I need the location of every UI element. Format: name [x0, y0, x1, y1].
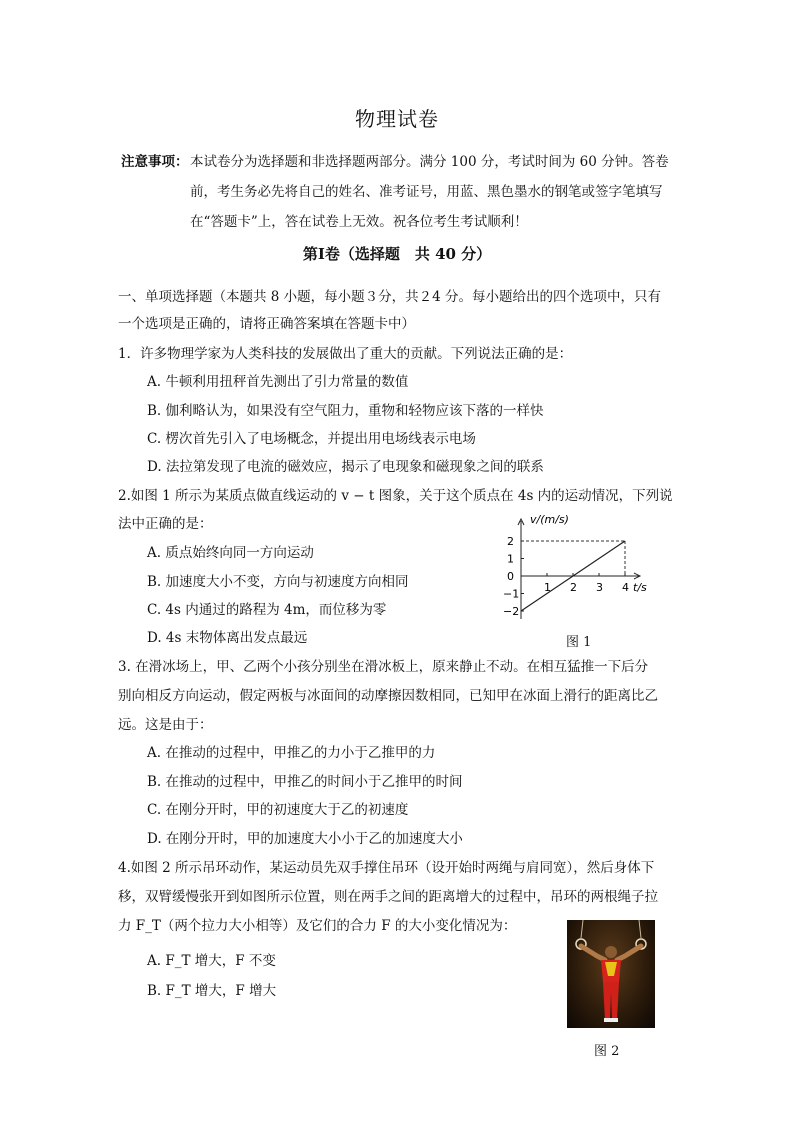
- notice-label: 注意事项：: [121, 154, 189, 170]
- figure1-ylabel: v/(m/s): [530, 513, 569, 526]
- q2-option-d: D. 4s 末物体离出发点最远: [147, 630, 308, 646]
- q4-stem-1: 4.如图 2 所示吊环动作，某运动员先双手撑住吊环（设开始时两绳与肩同宽），然后身体下: [118, 860, 655, 876]
- q2-option-b: B. 加速度大小不变，方向与初速度方向相同: [147, 574, 409, 590]
- figure1-vt-graph: [490, 507, 670, 632]
- q4-stem-3: 力 F_T（两个拉力大小相等）及它们的合力 F 的大小变化情况为：: [118, 918, 517, 934]
- notice-line-3: 在“答题卡”上，答在试卷上无效。祝各位考生考试顺利！: [190, 214, 528, 230]
- q3-option-a: A. 在推动的过程中，甲推乙的力小于乙推甲的力: [147, 745, 436, 761]
- notice-line-1: 本试卷分为选择题和非选择题两部分。满分 100 分，考试时间为 60 分钟。答卷: [190, 154, 669, 170]
- q2-option-c: C. 4s 内通过的路程为 4m，而位移为零: [147, 602, 387, 618]
- figure2-gymnast-photo: [567, 920, 655, 1028]
- y-tick-label: 1: [507, 552, 514, 566]
- y-tick-label: −1: [503, 587, 520, 601]
- part1-instructions-1: 一、单项选择题（本题共 8 小题，每小题３分，共２4 分。每小题给出的四个选项中，只有: [118, 289, 662, 305]
- q2-option-a: A. 质点始终向同一方向运动: [147, 545, 314, 561]
- y-tick-label: 2: [507, 535, 514, 548]
- figure1-xlabel: t/s: [633, 581, 647, 594]
- x-tick-label: 1: [544, 581, 551, 594]
- q1-option-d: D. 法拉第发现了电流的磁效应，揭示了电现象和磁现象之间的联系: [147, 459, 544, 475]
- notice-line-2: 前，考生务必先将自己的姓名、准考证号，用蓝、黑色墨水的钢笔或签字笔填写: [190, 184, 663, 200]
- part1-instructions-2: 一个选项是正确的，请将正确答案填在答题卡中）: [118, 316, 415, 332]
- y-tick-label: 0: [507, 570, 514, 583]
- q4-stem-2: 移，双臂缓慢张开到如图所示位置，则在两手之间的距离增大的过程中，吊环的两根绳子拉: [118, 889, 658, 905]
- q4-option-a: A. F_T 增大，F 不变: [147, 953, 276, 969]
- q3-option-b: B. 在推动的过程中，甲推乙的时间小于乙推甲的时间: [147, 774, 463, 790]
- figure1-caption: 图 1: [566, 635, 592, 650]
- q1-option-b: B. 伽利略认为，如果没有空气阻力，重物和轻物应该下落的一样快: [147, 403, 544, 419]
- page-title: 物理试卷: [355, 107, 439, 131]
- q2-stem-1: 2.如图 1 所示为某质点做直线运动的 v − t 图象，关于这个质点在 4s 内的运动情况，下列说: [118, 488, 673, 504]
- q3-option-d: D. 在刚分开时，甲的加速度大小小于乙的加速度大小: [147, 831, 463, 847]
- q3-stem-2: 别向相反方向运动，假定两板与冰面间的动摩擦因数相同，已知甲在冰面上滑行的距离比乙: [118, 688, 658, 704]
- q2-stem-2: 法中正确的是：: [118, 516, 213, 532]
- section-heading: 第Ⅰ卷（选择题 共 40 分）: [302, 245, 492, 263]
- q3-stem-1: 3. 在滑冰场上，甲、乙两个小孩分别坐在滑冰板上，原来静止不动。在相互猛推一下后分: [118, 659, 649, 675]
- x-tick-label: 4: [622, 581, 629, 594]
- figure2-caption: 图 2: [594, 1044, 620, 1059]
- x-tick-label: 3: [596, 581, 603, 594]
- x-tick-label: 2: [570, 581, 577, 594]
- q1-option-a: A. 牛顿利用扭秤首先测出了引力常量的数值: [147, 374, 409, 390]
- q1-option-c: C. 楞次首先引入了电场概念，并提出用电场线表示电场: [147, 431, 476, 447]
- q3-option-c: C. 在刚分开时，甲的初速度大于乙的初速度: [147, 802, 409, 818]
- q1-stem: 1．许多物理学家为人类科技的发展做出了重大的贡献。下列说法正确的是：: [118, 346, 573, 362]
- q3-stem-3: 远。这是由于：: [118, 717, 213, 733]
- y-tick-label: −2: [503, 605, 520, 618]
- q4-option-b: B. F_T 增大，F 增大: [147, 983, 277, 999]
